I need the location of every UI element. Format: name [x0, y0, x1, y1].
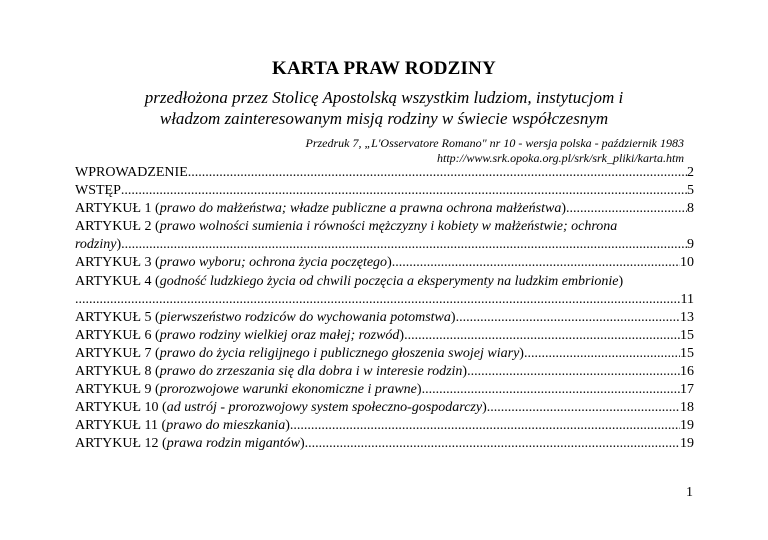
- toc-entry[interactable]: [75, 345, 694, 363]
- toc-page-number: 17: [680, 382, 694, 398]
- toc-entry-description: godność ludzkiego życia od chwili poczęcia a eksperymenty na ludzkim embrionie: [159, 273, 619, 289]
- toc-page-number: 19: [680, 418, 694, 434]
- source-reference: Przedruk 7, „L'Osservatore Romano" nr 10 - wersja polska - październik 1983: [305, 136, 684, 150]
- toc-entry-suffix: ): [300, 436, 305, 452]
- toc-leader-dots: [456, 309, 680, 327]
- toc-entry-suffix: ): [519, 345, 524, 361]
- source-url[interactable]: http://www.srk.opoka.org.pl/srk/srk_pliki/karta.htm: [437, 151, 684, 165]
- toc-entry-label: [75, 381, 422, 399]
- toc-entry[interactable]: [75, 381, 694, 399]
- toc-page-number: 9: [687, 237, 694, 253]
- toc-entry-label: [75, 254, 392, 272]
- toc-leader-dots: [566, 200, 687, 218]
- toc-entry-prefix: WSTĘP: [75, 183, 121, 199]
- toc-entry-prefix: ARTYKUŁ 2 (: [75, 219, 160, 235]
- toc-entry-label: [75, 200, 566, 218]
- toc-entry-description: pierwszeństwo rodziców do wychowania potomstwa: [159, 309, 451, 325]
- toc-page-number: 18: [680, 400, 694, 416]
- toc-entry-prefix: ARTYKUŁ 9 (: [75, 382, 160, 398]
- document-title: KARTA PRAW RODZINY: [272, 58, 496, 79]
- toc-entry-prefix: ARTYKUŁ 3 (: [75, 255, 160, 271]
- toc-entry-description: prawo rodziny wielkiej oraz małej; rozwód: [159, 327, 400, 343]
- toc-entry[interactable]: [75, 399, 694, 417]
- toc-entry-description: prawo do małżeństwa; władze publiczne a prawna ochrona małżeństwa: [159, 201, 562, 217]
- toc-entry-suffix: ): [618, 273, 624, 289]
- toc-entry-suffix: ): [482, 400, 487, 416]
- toc-entry-suffix: ): [561, 201, 566, 217]
- toc-entry-label: [75, 435, 305, 453]
- toc-entry[interactable]: [75, 291, 694, 309]
- toc-page-number: 15: [680, 345, 694, 361]
- toc-leader-dots: [121, 182, 687, 200]
- toc-leader-dots: [75, 291, 681, 309]
- toc-entry-prefix: ARTYKUŁ 7 (: [75, 345, 160, 361]
- subtitle-line-1: przedłożona przez Stolicę Apostolską wszystkim ludziom, instytucjom i: [144, 88, 624, 107]
- toc-leader-dots: [467, 363, 680, 381]
- toc-entry-description: prawo do życia religijnego i publicznego głoszenia swojej wiary: [159, 345, 520, 361]
- toc-entry-label: [75, 273, 694, 291]
- toc-entry-prefix: ARTYKUŁ 4 (: [75, 273, 160, 289]
- toc-entry-suffix: ): [399, 327, 405, 343]
- toc-leader-dots: [422, 381, 680, 399]
- toc-entry-label: [75, 417, 290, 435]
- toc-entry-suffix: ): [462, 364, 468, 380]
- toc-entry-suffix: ): [116, 237, 122, 253]
- toc-entry-description: prawa rodzin migantów: [166, 436, 300, 452]
- toc-leader-dots: [487, 399, 680, 417]
- toc-entry[interactable]: [75, 200, 694, 218]
- toc-entry-description: prawo do mieszkania: [166, 418, 286, 434]
- toc-leader-dots: [290, 417, 680, 435]
- toc-entry-prefix: ARTYKUŁ 1 (: [75, 201, 160, 217]
- toc-leader-dots: [121, 236, 687, 254]
- toc-entry-description: ad ustrój - prorozwojowy system społeczno-gospodarczy: [166, 400, 483, 416]
- toc-entry-label: [75, 309, 456, 327]
- toc-entry[interactable]: [75, 363, 694, 381]
- toc-page-number: 5: [687, 183, 694, 199]
- subtitle-line-2: władzom zainteresowanym misją rodziny w świecie współczesnym: [159, 109, 609, 128]
- toc-entry-description: prawo wyboru; ochrona życia poczętego: [159, 255, 388, 271]
- toc-entry-description: prawo wolności sumienia i równości mężczyzny i kobiety w małżeństwie; ochrona: [159, 219, 618, 235]
- toc-entry[interactable]: [75, 327, 694, 345]
- toc-page-number: 13: [680, 309, 694, 325]
- toc-entry-prefix: WPROWADZENIE: [75, 165, 188, 180]
- toc-entry-suffix: ): [416, 382, 422, 398]
- toc-entry-prefix: ARTYKUŁ 12 (: [75, 436, 167, 452]
- toc-entry-description: prorozwojowe warunki ekonomiczne i prawne: [159, 382, 417, 398]
- toc-page-number: 19: [680, 436, 694, 452]
- toc-entry-suffix: ): [285, 418, 290, 434]
- toc-entry[interactable]: [75, 417, 694, 435]
- toc-entry[interactable]: [75, 182, 694, 200]
- toc-leader-dots: [188, 164, 687, 182]
- toc-leader-dots: [305, 435, 680, 453]
- toc-entry-description: prawo do zrzeszania się dla dobra i w interesie rodzin: [159, 364, 463, 380]
- toc-entry-label: [75, 399, 487, 417]
- toc-entry-label: [75, 218, 694, 236]
- toc-leader-dots: [524, 345, 680, 363]
- toc-entry-suffix: ): [387, 255, 392, 271]
- toc-page-number: 10: [680, 255, 694, 271]
- toc-leader-dots: [392, 254, 680, 272]
- toc-page-number: 16: [680, 364, 694, 380]
- toc-entry[interactable]: [75, 273, 694, 291]
- toc-entry[interactable]: [75, 435, 694, 453]
- page-number: 1: [686, 485, 693, 500]
- toc-entry-prefix: ARTYKUŁ 10 (: [75, 400, 167, 416]
- toc-page-number: 8: [687, 201, 694, 217]
- table-of-contents: [75, 164, 694, 454]
- toc-page-number: 11: [680, 291, 694, 307]
- toc-entry[interactable]: [75, 218, 694, 236]
- toc-entry-prefix: ARTYKUŁ 5 (: [75, 309, 160, 325]
- toc-entry-label: [75, 363, 467, 381]
- toc-page-number: 15: [680, 327, 694, 343]
- toc-entry-label: [75, 345, 524, 363]
- toc-entry-suffix: ): [450, 309, 456, 325]
- toc-entry[interactable]: [75, 309, 694, 327]
- toc-entry[interactable]: [75, 254, 694, 272]
- toc-entry-label: [75, 182, 121, 200]
- toc-leader-dots: [404, 327, 680, 345]
- toc-entry-prefix: ARTYKUŁ 11 (: [75, 418, 167, 434]
- toc-entry[interactable]: [75, 236, 694, 254]
- toc-page-number: 2: [687, 165, 694, 180]
- toc-entry-description: rodziny: [75, 237, 117, 253]
- toc-entry-label: [75, 164, 188, 182]
- toc-entry-prefix: ARTYKUŁ 6 (: [75, 327, 160, 343]
- toc-entry[interactable]: [75, 164, 694, 182]
- toc-entry-label: [75, 236, 121, 254]
- toc-entry-prefix: ARTYKUŁ 8 (: [75, 364, 160, 380]
- toc-entry-label: [75, 327, 404, 345]
